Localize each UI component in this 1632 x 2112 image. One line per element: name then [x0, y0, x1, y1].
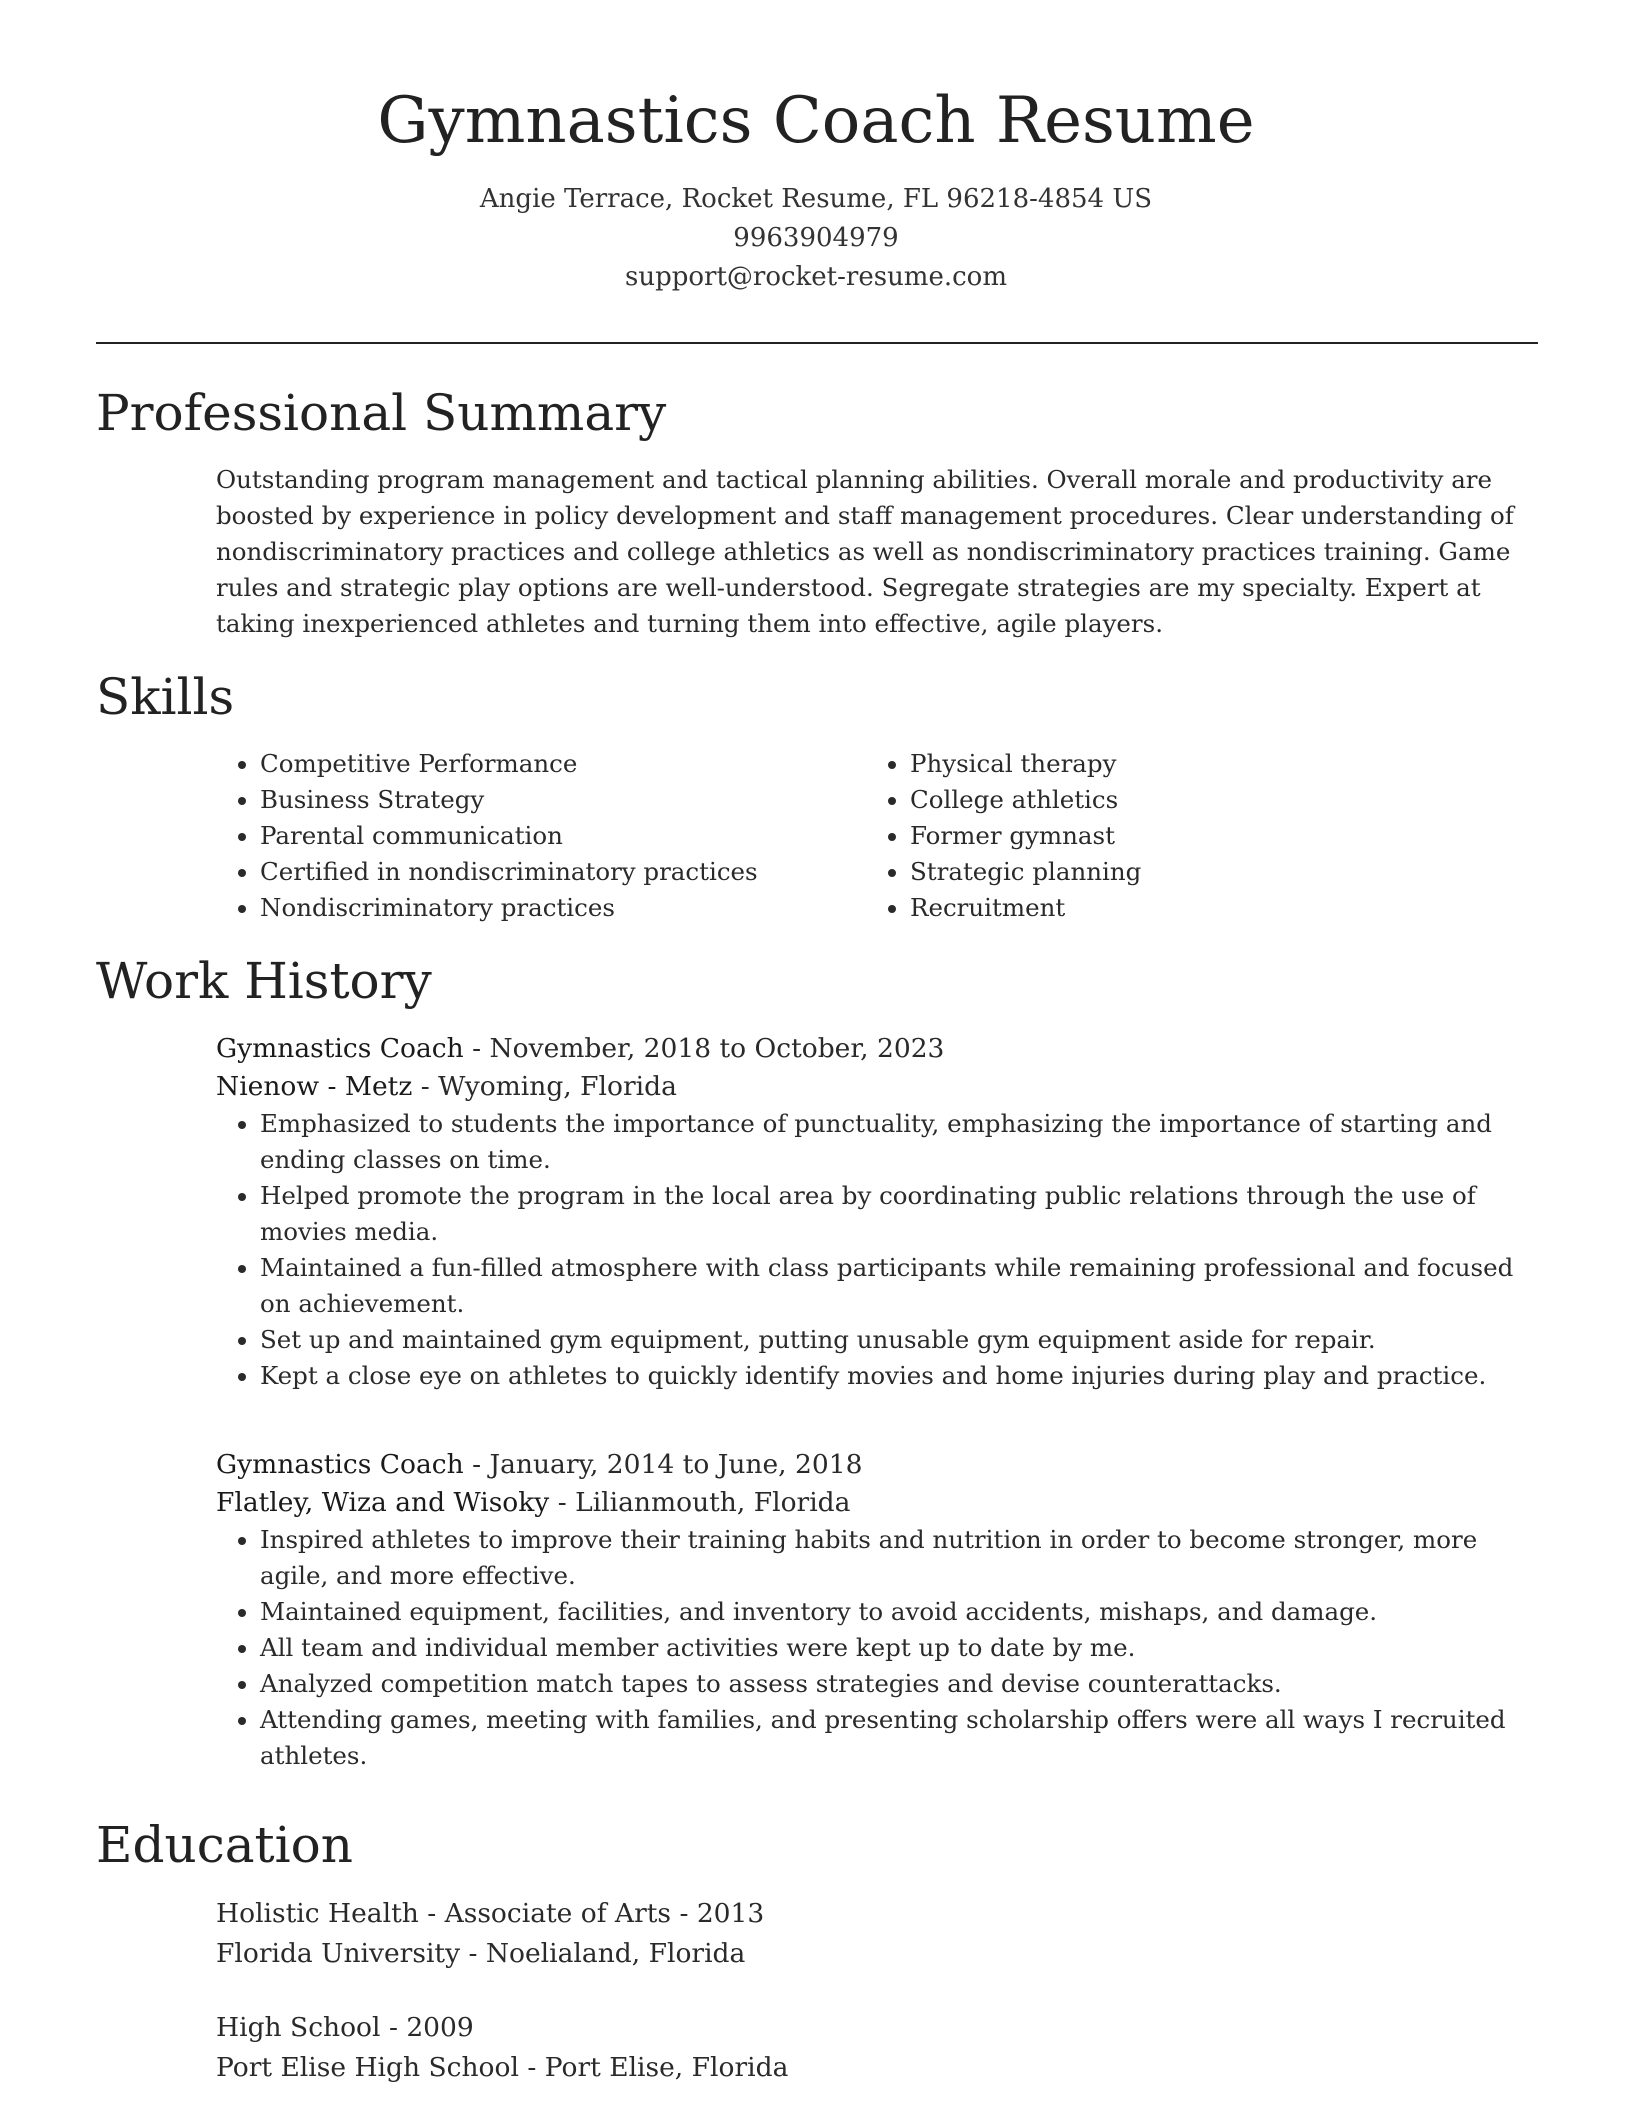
skills-section — [216, 746, 1538, 926]
job-dates: - January, 2014 to June, 2018 — [472, 1449, 863, 1480]
job-location: - Wyoming, Florida — [420, 1071, 677, 1102]
resume-header — [0, 0, 1632, 297]
skills-column-right — [866, 746, 1516, 926]
skill-item: • Strategic planning — [910, 854, 1516, 890]
job-bullets — [216, 1522, 1538, 1774]
education-degree: High School — [216, 2012, 381, 2043]
contact-email: support@rocket-resume.com — [624, 262, 1007, 293]
job-bullets — [216, 1106, 1538, 1394]
education-year: - 2009 — [388, 2012, 474, 2043]
skill-item: • Recruitment — [910, 890, 1516, 926]
education-school: Port Elise High School — [216, 2052, 519, 2083]
job-company: Flatley, Wiza and Wisoky — [216, 1487, 550, 1518]
summary-heading: Professional Summary — [96, 384, 667, 442]
contact-block — [0, 180, 1632, 297]
job-entry — [216, 1030, 1538, 1394]
work-heading: Work History — [96, 952, 432, 1010]
skills-heading: Skills — [96, 668, 235, 726]
job-location: - Lilianmouth, Florida — [557, 1487, 851, 1518]
education-entry — [216, 1894, 1538, 1974]
job-bullet: • Attending games, meeting with families, and presenting scholarship offers were all ways I recruited athletes. — [260, 1702, 1538, 1774]
job-dates: - November, 2018 to October, 2023 — [472, 1033, 945, 1064]
skill-item: • Nondiscriminatory practices — [260, 890, 866, 926]
education-school: Florida University — [216, 1938, 461, 1969]
job-bullet: • Inspired athletes to improve their training habits and nutrition in order to become stronger, more agile, and more effective. — [260, 1522, 1538, 1594]
skill-item: • Physical therapy — [910, 746, 1516, 782]
skill-item: • Competitive Performance — [260, 746, 866, 782]
header-divider — [96, 342, 1538, 344]
job-title-line — [216, 1446, 1538, 1484]
education-degree: Holistic Health - Associate of Arts — [216, 1898, 671, 1929]
education-heading: Education — [96, 1816, 353, 1874]
job-company-line — [216, 1484, 1538, 1522]
job-bullet: • Emphasized to students the importance of punctuality, emphasizing the importance of starting and ending classes on time. — [260, 1106, 1538, 1178]
education-school-line — [216, 1934, 1538, 1974]
skill-item: • Certified in nondiscriminatory practices — [260, 854, 866, 890]
job-title: Gymnastics Coach — [216, 1449, 464, 1480]
job-title-line — [216, 1030, 1538, 1068]
skills-list-right — [866, 746, 1516, 926]
job-company: Nienow - Metz — [216, 1071, 413, 1102]
job-bullet: • Kept a close eye on athletes to quickly identify movies and home injuries during play and practice. — [260, 1358, 1538, 1394]
job-bullet: • All team and individual member activities were kept up to date by me. — [260, 1630, 1538, 1666]
education-year: - 2013 — [679, 1898, 765, 1929]
skill-item: • College athletics — [910, 782, 1516, 818]
resume-title: Gymnastics Coach Resume — [377, 84, 1255, 158]
job-title: Gymnastics Coach — [216, 1033, 464, 1064]
education-entry — [216, 2008, 1538, 2088]
education-degree-line — [216, 2008, 1538, 2048]
education-location: - Noelialand, Florida — [468, 1938, 746, 1969]
job-bullet: • Set up and maintained gym equipment, putting unusable gym equipment aside for repair. — [260, 1322, 1538, 1358]
job-bullet: • Maintained a fun-filled atmosphere with class participants while remaining professional and focused on achievement. — [260, 1250, 1538, 1322]
summary-text: Outstanding program management and tactical planning abilities. Overall morale and productivity are boosted by experience in policy development and staff management procedures. Clear understanding of nondiscriminatory practices and college athletics as well as nondiscriminatory practices training. Game rules and strategic play options are well-understood. Segregate strategies are my specialty. Expert at taking inexperienced athletes and turning them into effective, agile players. — [216, 465, 1514, 638]
job-bullet: • Helped promote the program in the local area by coordinating public relations through the use of movies media. — [260, 1178, 1538, 1250]
education-school-line — [216, 2048, 1538, 2088]
education-degree-line — [216, 1894, 1538, 1934]
education-location: - Port Elise, Florida — [527, 2052, 789, 2083]
skills-columns — [216, 746, 1538, 926]
skills-column-left — [216, 746, 866, 926]
skill-item: • Business Strategy — [260, 782, 866, 818]
job-company-line — [216, 1068, 1538, 1106]
summary-section — [216, 462, 1538, 642]
contact-phone: 9963904979 — [733, 223, 899, 254]
job-bullet: • Analyzed competition match tapes to assess strategies and devise counterattacks. — [260, 1666, 1538, 1702]
contact-address: Angie Terrace, Rocket Resume, FL 96218-4854 US — [479, 184, 1153, 215]
skill-item: • Former gymnast — [910, 818, 1516, 854]
skill-item: • Parental communication — [260, 818, 866, 854]
job-bullet: • Maintained equipment, facilities, and inventory to avoid accidents, mishaps, and damage. — [260, 1594, 1538, 1630]
job-entry — [216, 1446, 1538, 1774]
skills-list-left — [216, 746, 866, 926]
